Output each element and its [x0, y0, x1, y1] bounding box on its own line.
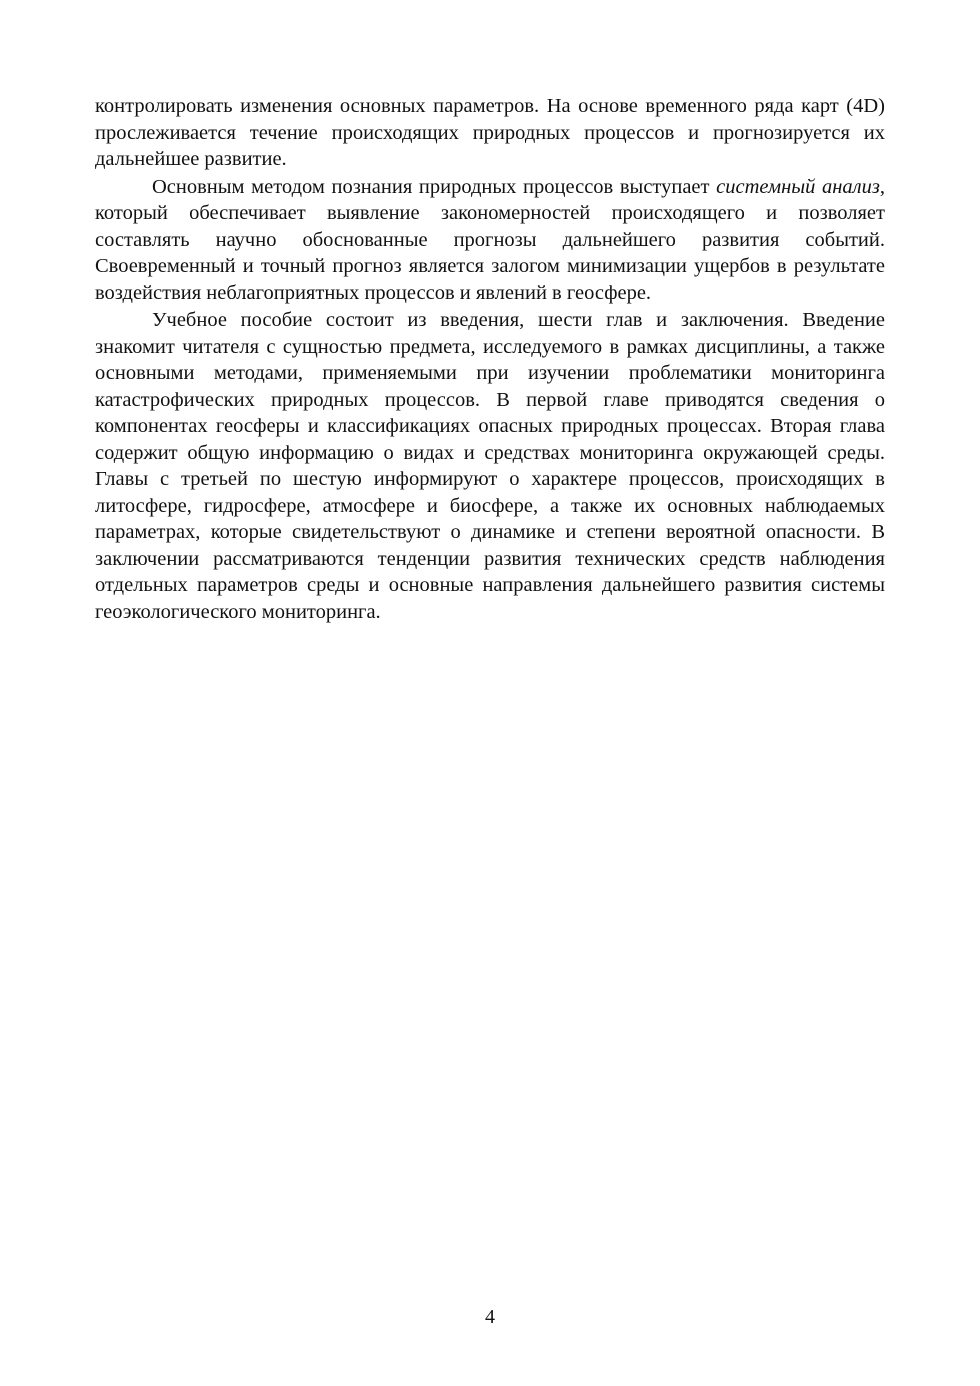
paragraph-2-text-end: , который обеспечивает выявление закономерностей происходящего и позволяет составлять научно обоснованные прогнозы дальнейшего развития событий. Своевременный и точный прогноз является залогом минимизации ущербов в результате воздействия неблагоприятных процессов и явлений в геосфере.: [95, 175, 885, 304]
paragraph-system-analysis: [95, 174, 885, 307]
emphasized-term: системный анализ: [716, 175, 880, 198]
paragraph-2-text-start: Основным методом познания природных процессов выступает: [152, 175, 717, 198]
paragraph-continuation: контролировать изменения основных параметров. На основе временного ряда карт (4D) прослеживается течение происходящих природных процессов и прогнозируется их дальнейшее развитие.: [95, 95, 885, 170]
paragraph-book-structure: Учебное пособие состоит из введения, шести глав и заключения. Введение знакомит читателя с сущностью предмета, исследуемого в рамках дисциплины, а также основными методами, применяемыми при изучении проблематики мониторинга катастрофических природных процессов. В первой главе приводятся сведения о компонентах геосферы и классификациях опасных природных процессах. Вторая глава содержит общую информацию о видах и средствах мониторинга окружающей среды. Главы с третьей по шестую информируют о характере процессов, происходящих в литосфере, гидросфере, атмосфере и биосфере, а также их основных наблюдаемых параметрах, которые свидетельствуют о динамике и степени вероятной опасности. В заключении рассматриваются тенденции развития технических средств наблюдения отдельных параметров среды и основные направления дальнейшего развития системы геоэкологического мониторинга.: [95, 309, 885, 623]
page-number: 4: [485, 1306, 495, 1328]
page-body: [95, 93, 885, 626]
